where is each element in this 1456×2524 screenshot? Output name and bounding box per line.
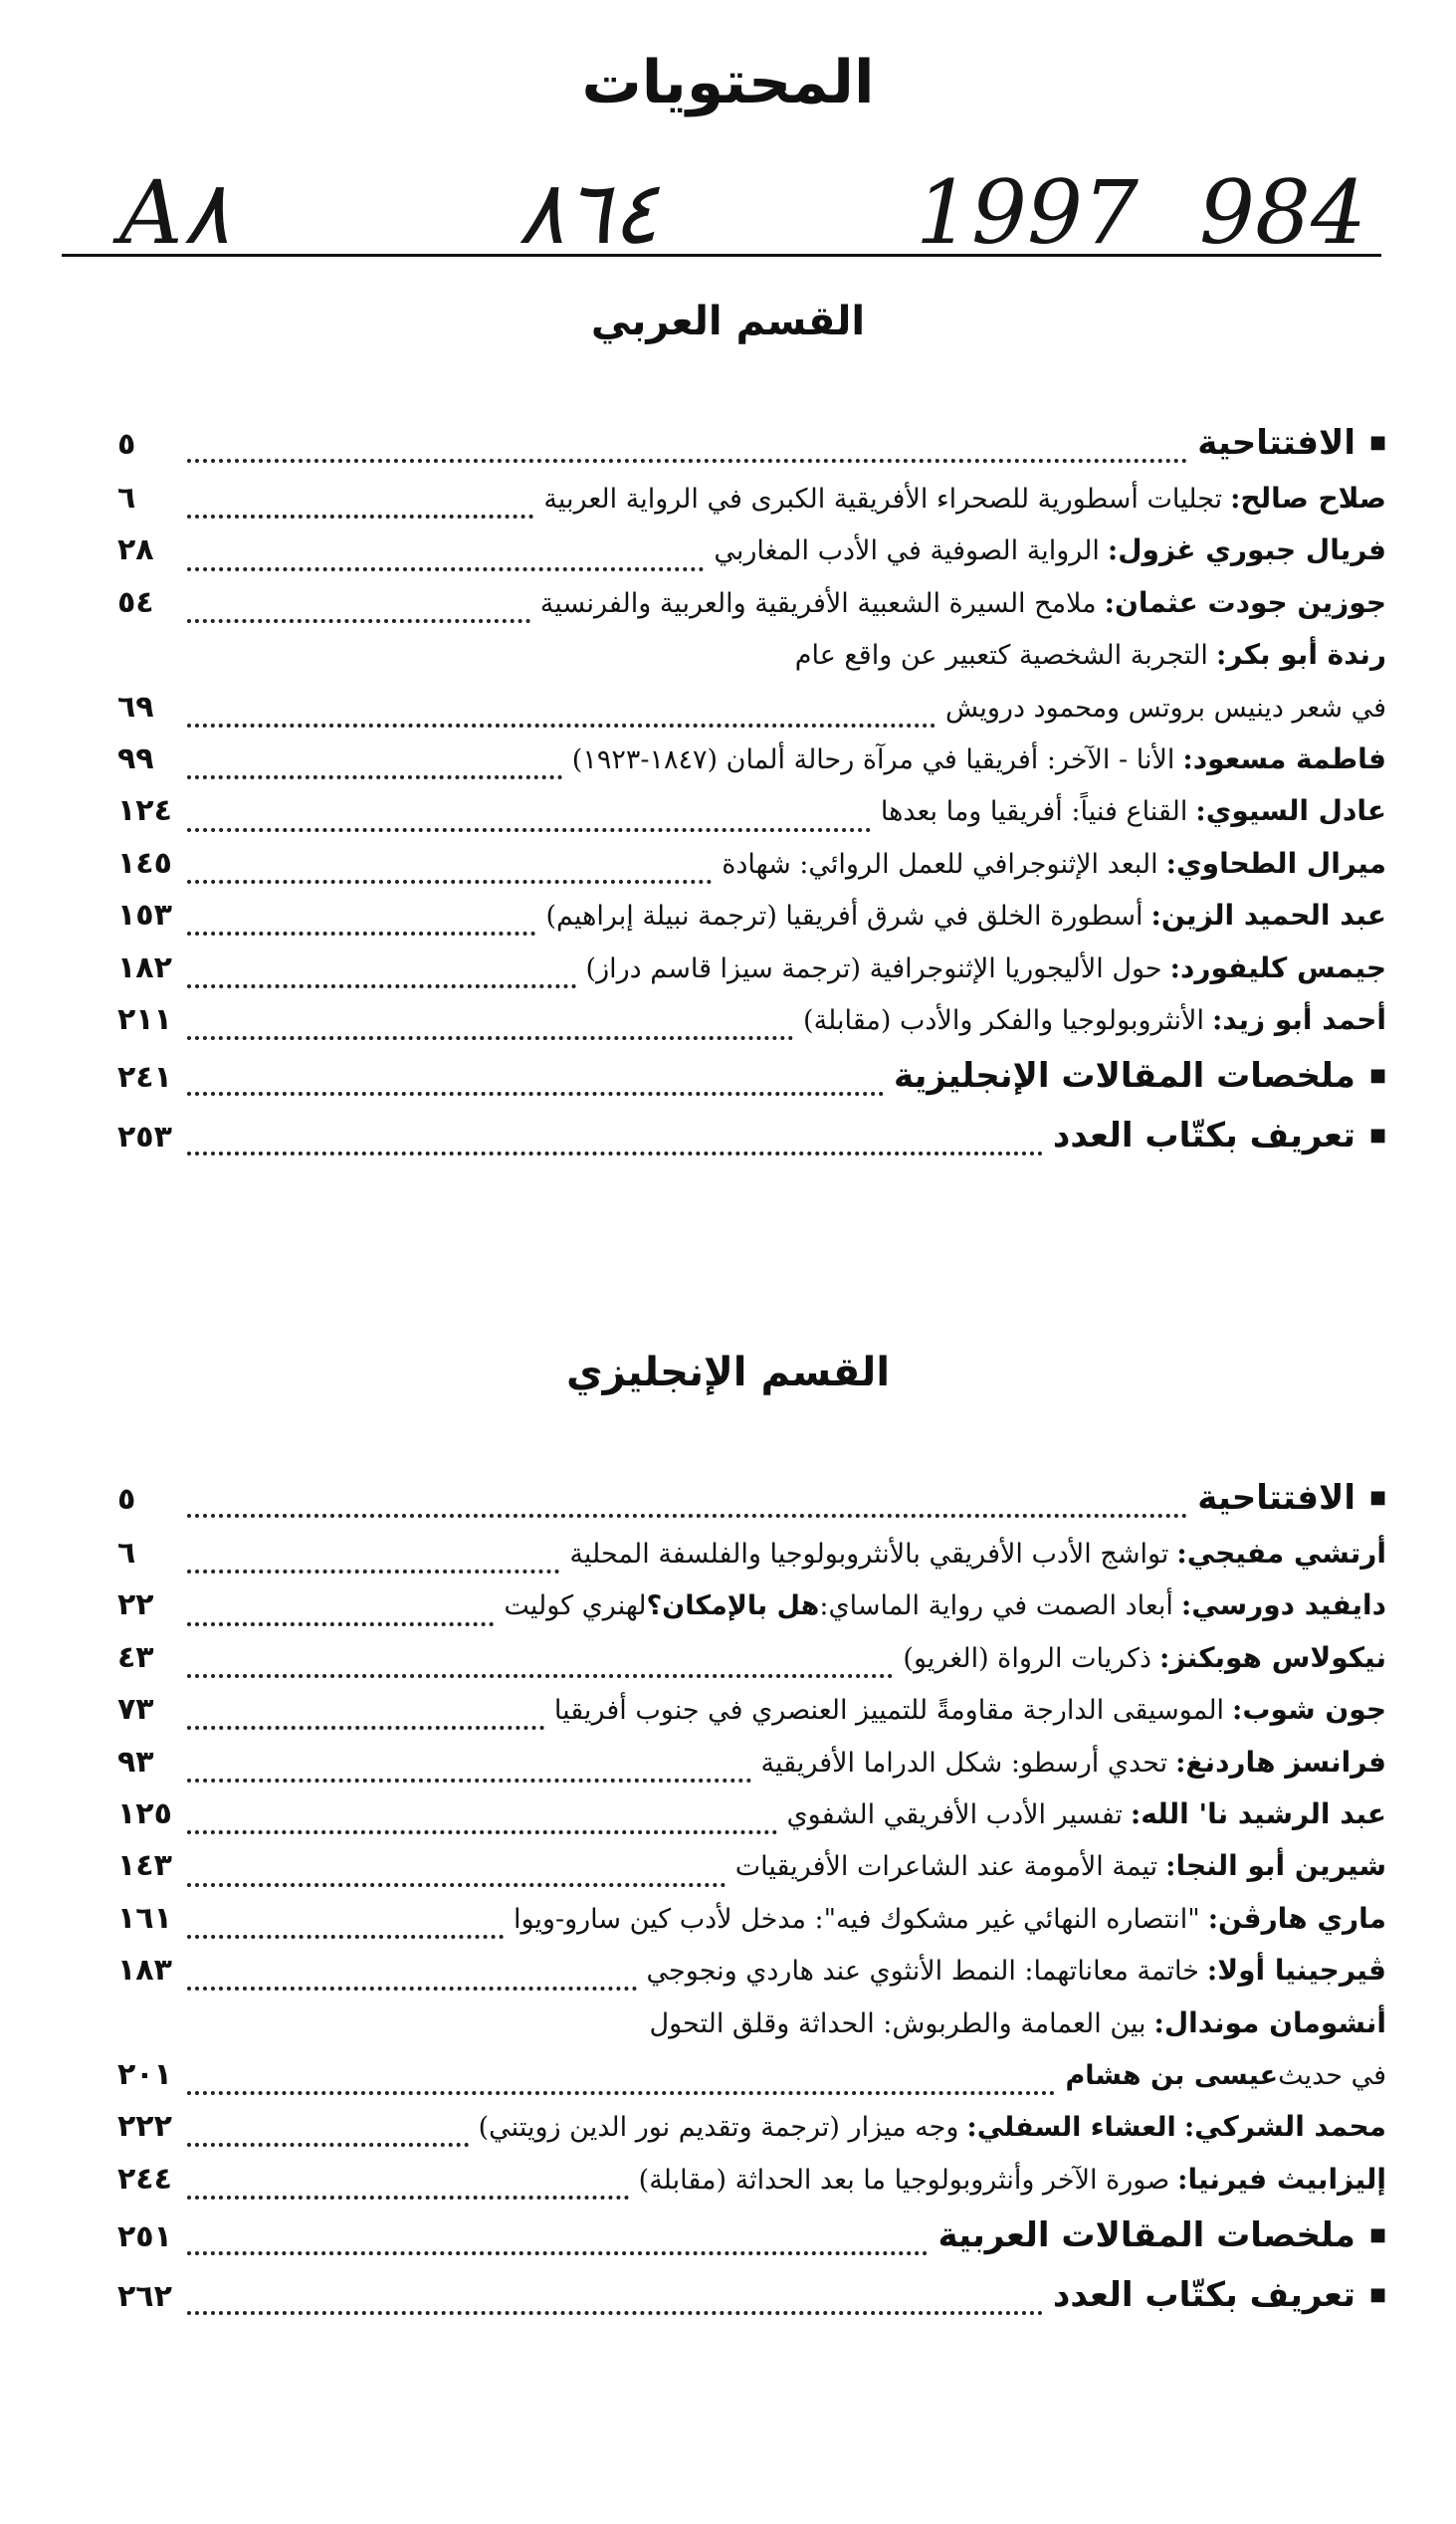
author-separator: :: [1207, 1901, 1219, 1935]
handwritten-mark: ٨٦٤: [518, 161, 659, 264]
dot-leader: [187, 1810, 777, 1834]
dot-leader: [187, 808, 871, 832]
toc-row: [117, 2049, 1386, 2101]
page-number: ١٢٥: [117, 1795, 172, 1831]
toc-special-label: ملخصات المقالات العربية: [937, 2215, 1355, 2256]
toc-row: [117, 525, 1386, 576]
toc-row: [117, 2265, 1386, 2325]
page-number: ٢٤١: [117, 1060, 172, 1096]
toc-row: [117, 2154, 1386, 2206]
author-separator: :: [1107, 533, 1119, 567]
toc-row: [117, 1468, 1386, 1528]
toc-author: أرتشي مفيجي: [1186, 1537, 1386, 1570]
toc-row: [117, 473, 1386, 525]
toc-title: تيمة الأمومة عند الشاعرات الأفريقيات: [734, 1851, 1158, 1883]
dot-leader: [187, 1863, 726, 1887]
handwritten-mark: 984: [1199, 161, 1366, 264]
author-separator: :: [1215, 638, 1227, 672]
page-number: ٥٤: [117, 584, 154, 620]
toc-title: الموسيقى الدارجة مقاومةً للتمييز العنصري في جنوب أفريقيا: [553, 1695, 1225, 1727]
toc-author: جون شوب: [1242, 1693, 1386, 1727]
toc-title: ملامح السيرة الشعبية الأفريقية والعربية والفرنسية: [539, 587, 1097, 619]
page-number: ٢٤٤: [117, 2161, 172, 2197]
bullet-icon: ■: [1368, 1487, 1386, 1508]
dot-leader: [187, 1494, 1187, 1518]
author-separator: :: [1232, 1693, 1243, 1727]
toc-author: ڤيرجينيا أولا: [1217, 1954, 1386, 1988]
title-separator: :: [966, 2110, 977, 2144]
toc-row: [117, 1788, 1386, 1840]
page-number: ٢٢٢: [117, 2109, 172, 2145]
dot-leader: [187, 1550, 559, 1574]
toc-row: [117, 785, 1386, 837]
author-separator: :: [1104, 585, 1115, 619]
bullet-icon: ■: [1368, 1065, 1386, 1087]
toc-author: أحمد أبو زيد: [1222, 1002, 1386, 1036]
toc-row: [117, 1998, 1386, 2049]
toc-author: دايفيد دورسي: [1191, 1588, 1386, 1622]
toc-title: تواشج الأدب الأفريقي بالأنثروبولوجيا والفلسفة المحلية: [569, 1539, 1169, 1570]
author-separator: :: [1153, 2005, 1164, 2039]
arabic-section-heading: القسم العربي: [590, 299, 866, 344]
page-number: ١٤٣: [117, 1848, 172, 1884]
page-number: ٧٣: [117, 1692, 154, 1728]
toc-row: [117, 838, 1386, 890]
dot-leader: [187, 2176, 629, 2200]
toc-row: [117, 1046, 1386, 1106]
toc-row: [117, 890, 1386, 942]
author-separator: :: [1230, 482, 1241, 515]
author-separator: :: [1165, 846, 1177, 880]
dot-leader: [187, 1072, 884, 1096]
toc-title: تجليات أسطورية للصحراء الأفريقية الكبرى في الرواية العربية: [543, 484, 1223, 515]
toc-row: [117, 682, 1386, 734]
author-separator: :: [1130, 1796, 1142, 1830]
toc-title-tail: لهنري كوليت: [504, 1590, 647, 1622]
arabic-toc-list: [117, 413, 1386, 1165]
toc-row: [117, 1684, 1386, 1736]
author-separator: :: [1183, 2110, 1195, 2144]
toc-title-emphasis: هل بالإمكان؟: [646, 1590, 820, 1622]
toc-title: ذكريات الرواة (الغريو): [903, 1642, 1152, 1674]
toc-special-label: ملخصات المقالات الإنجليزية: [893, 1056, 1355, 1097]
page-number: ٦: [117, 481, 136, 516]
dot-leader: [187, 1654, 893, 1678]
dot-leader: [187, 1132, 1043, 1156]
toc-row: [117, 943, 1386, 994]
toc-title: أسطورة الخلق في شرق أفريقيا (ترجمة نبيلة إبراهيم): [545, 901, 1144, 933]
toc-special-label: تعريف بكتّاب العدد: [1052, 1116, 1355, 1157]
toc-author: ميرال الطحاوي: [1176, 846, 1386, 880]
page-number: ١٢٤: [117, 793, 172, 829]
toc-title: تفسير الأدب الأفريقي الشفوي: [786, 1798, 1123, 1830]
page-number: ٦٩: [117, 689, 154, 725]
bullet-icon: ■: [1368, 432, 1386, 453]
toc-row: [117, 994, 1386, 1046]
page-number: ٢١١: [117, 1001, 172, 1037]
page-number: ١٨٢: [117, 949, 172, 985]
dot-leader: [187, 495, 533, 519]
dot-leader: [187, 547, 704, 571]
toc-title-emphasis: عيسى بن هشام: [1065, 2059, 1279, 2091]
page-number: ٦: [117, 1536, 136, 1571]
toc-title-continued: في حديث: [1278, 2059, 1386, 2091]
toc-row: [117, 1632, 1386, 1684]
toc-author: ماري هارڤن: [1218, 1901, 1386, 1935]
toc-title: التجربة الشخصية كتعبير عن واقع عام: [794, 640, 1208, 672]
handwritten-mark: 1997: [916, 161, 1139, 264]
dot-leader: [187, 755, 562, 779]
toc-author: عبد الرشيد نا' الله: [1141, 1796, 1386, 1830]
author-separator: :: [1180, 1588, 1192, 1622]
dot-leader: [187, 1915, 504, 1939]
bullet-icon: ■: [1368, 2284, 1386, 2306]
dot-leader: [187, 1706, 544, 1730]
toc-row: [117, 1893, 1386, 1945]
toc-author: محمد الشركي: [1194, 2110, 1386, 2144]
toc-special-label: الافتتاحية: [1197, 1478, 1355, 1518]
toc-special-label: تعريف بكتّاب العدد: [1052, 2275, 1355, 2316]
toc-title: تحدي أرسطو: شكل الدراما الأفريقية: [760, 1747, 1168, 1779]
english-toc-list: [117, 1468, 1386, 2325]
handwritten-mark: A٨: [119, 161, 230, 264]
author-separator: :: [1176, 1537, 1187, 1570]
english-section-heading: القسم الإنجليزي: [565, 1350, 891, 1395]
author-separator: :: [1182, 741, 1193, 775]
dot-leader: [187, 964, 576, 988]
dot-leader: [187, 2123, 469, 2147]
author-separator: :: [1175, 1745, 1186, 1779]
toc-author: عبد الحميد الزين: [1160, 899, 1386, 933]
page-number: ٩٩: [117, 740, 154, 776]
toc-title: صورة الآخر وأنثروبولوجيا ما بعد الحداثة (مقابلة): [638, 2164, 1170, 2196]
author-separator: :: [1165, 1849, 1176, 1883]
toc-author: جيمس كليفورد: [1179, 950, 1386, 984]
toc-title: الأنا - الآخر: أفريقيا في مرآة رحالة ألمان (١٨٤٧-١٩٢٣): [571, 743, 1175, 775]
toc-row: [117, 1528, 1386, 1579]
toc-author: رندة أبو بكر: [1226, 638, 1386, 672]
toc-author: فريال جبوري غزول: [1118, 533, 1386, 567]
page-number: ٢٠١: [117, 2056, 172, 2092]
toc-author: نيكولاس هوبكنز: [1169, 1640, 1386, 1674]
toc-row: [117, 2206, 1386, 2265]
author-separator: :: [1159, 1640, 1170, 1674]
dot-leader: [187, 1967, 637, 1991]
toc-special-label: الافتتاحية: [1197, 423, 1355, 463]
dot-leader: [187, 599, 530, 623]
dot-leader: [187, 2071, 1055, 2095]
page-number: ٢٢: [117, 1587, 154, 1623]
toc-row: [117, 1840, 1386, 1892]
toc-title-tail: وجه ميزار (ترجمة وتقديم نور الدين زويتني): [478, 2112, 959, 2144]
author-separator: :: [1150, 899, 1161, 933]
toc-title: العشاء السفلي: [976, 2112, 1176, 2144]
dot-leader: [187, 704, 936, 728]
dot-leader: [187, 439, 1187, 463]
dot-leader: [187, 1016, 793, 1040]
toc-title: أبعاد الصمت في رواية الماساي:: [819, 1590, 1173, 1622]
author-separator: :: [1211, 1002, 1223, 1036]
page-number: ٤٣: [117, 1639, 154, 1675]
dot-leader: [187, 1759, 751, 1783]
toc-author: صلاح صالح: [1240, 482, 1386, 515]
toc-row: [117, 629, 1386, 681]
author-separator: :: [1177, 2162, 1188, 2196]
page-number: ٥: [117, 1482, 136, 1517]
toc-row: [117, 577, 1386, 629]
toc-title: "انتصاره النهائي غير مشكوك فيه": مدخل لأدب كين سارو-ويوا: [513, 1903, 1200, 1935]
toc-author: إليزابيث فيرنيا: [1187, 2162, 1386, 2196]
toc-title: البعد الإثنوجرافي للعمل الروائي: شهادة: [722, 848, 1158, 880]
toc-author: شيرين أبو النجا: [1175, 1849, 1386, 1883]
page-title: المحتويات: [581, 48, 875, 117]
toc-row: [117, 1945, 1386, 1997]
toc-author: فرانسز هاردنغ: [1185, 1745, 1386, 1779]
page-number: ٢٦٢: [117, 2279, 172, 2315]
toc-title: بين العمامة والطربوش: الحداثة وقلق التحول: [649, 2007, 1146, 2039]
page-number: ٥: [117, 427, 136, 462]
dot-leader: [187, 860, 712, 884]
author-separator: :: [1169, 950, 1180, 984]
page-number: ٢٨: [117, 532, 154, 568]
toc-title: الأنثروبولوجيا والفكر والأدب (مقابلة): [803, 1004, 1204, 1036]
toc-title: القناع فنياً: أفريقيا وما بعدها: [880, 796, 1188, 828]
toc-row: [117, 413, 1386, 473]
toc-author: جوزين جودت عثمان: [1114, 585, 1386, 619]
page-number: ١٦١: [117, 1900, 172, 1936]
page-number: ١٥٣: [117, 898, 172, 934]
dot-leader: [187, 1602, 494, 1626]
page-number: ١٨٣: [117, 1953, 172, 1989]
toc-title: الرواية الصوفية في الأدب المغاربي: [714, 535, 1100, 567]
bullet-icon: ■: [1368, 2224, 1386, 2246]
dot-leader: [187, 912, 535, 936]
toc-author: فاطمة مسعود: [1192, 741, 1386, 775]
toc-title-continued: في شعر دينيس بروتس ومحمود درويش: [944, 692, 1386, 724]
dot-leader: [187, 2231, 928, 2255]
dot-leader: [187, 2291, 1043, 2315]
toc-author: أنشومان موندال: [1163, 2005, 1386, 2039]
author-separator: :: [1206, 1954, 1218, 1988]
bullet-icon: ■: [1368, 1125, 1386, 1147]
page-number: ٩٣: [117, 1744, 154, 1780]
page-number: ١٤٥: [117, 845, 172, 881]
page-number: ٢٥٣: [117, 1120, 172, 1156]
toc-row: [117, 1737, 1386, 1788]
toc-row: [117, 1579, 1386, 1631]
toc-author: عادل السيوي: [1205, 794, 1386, 828]
toc-row: [117, 734, 1386, 785]
header-divider: [62, 254, 1381, 257]
toc-title: خاتمة معاناتهما: النمط الأنثوي عند هاردي ونجوجي: [646, 1956, 1199, 1988]
toc-row: [117, 1106, 1386, 1165]
page-number: ٢٥١: [117, 2219, 172, 2255]
toc-title: حول الأليجوريا الإثنوجرافية (ترجمة سيزا قاسم دراز): [585, 952, 1162, 984]
author-separator: :: [1195, 794, 1206, 828]
toc-row: [117, 2101, 1386, 2153]
